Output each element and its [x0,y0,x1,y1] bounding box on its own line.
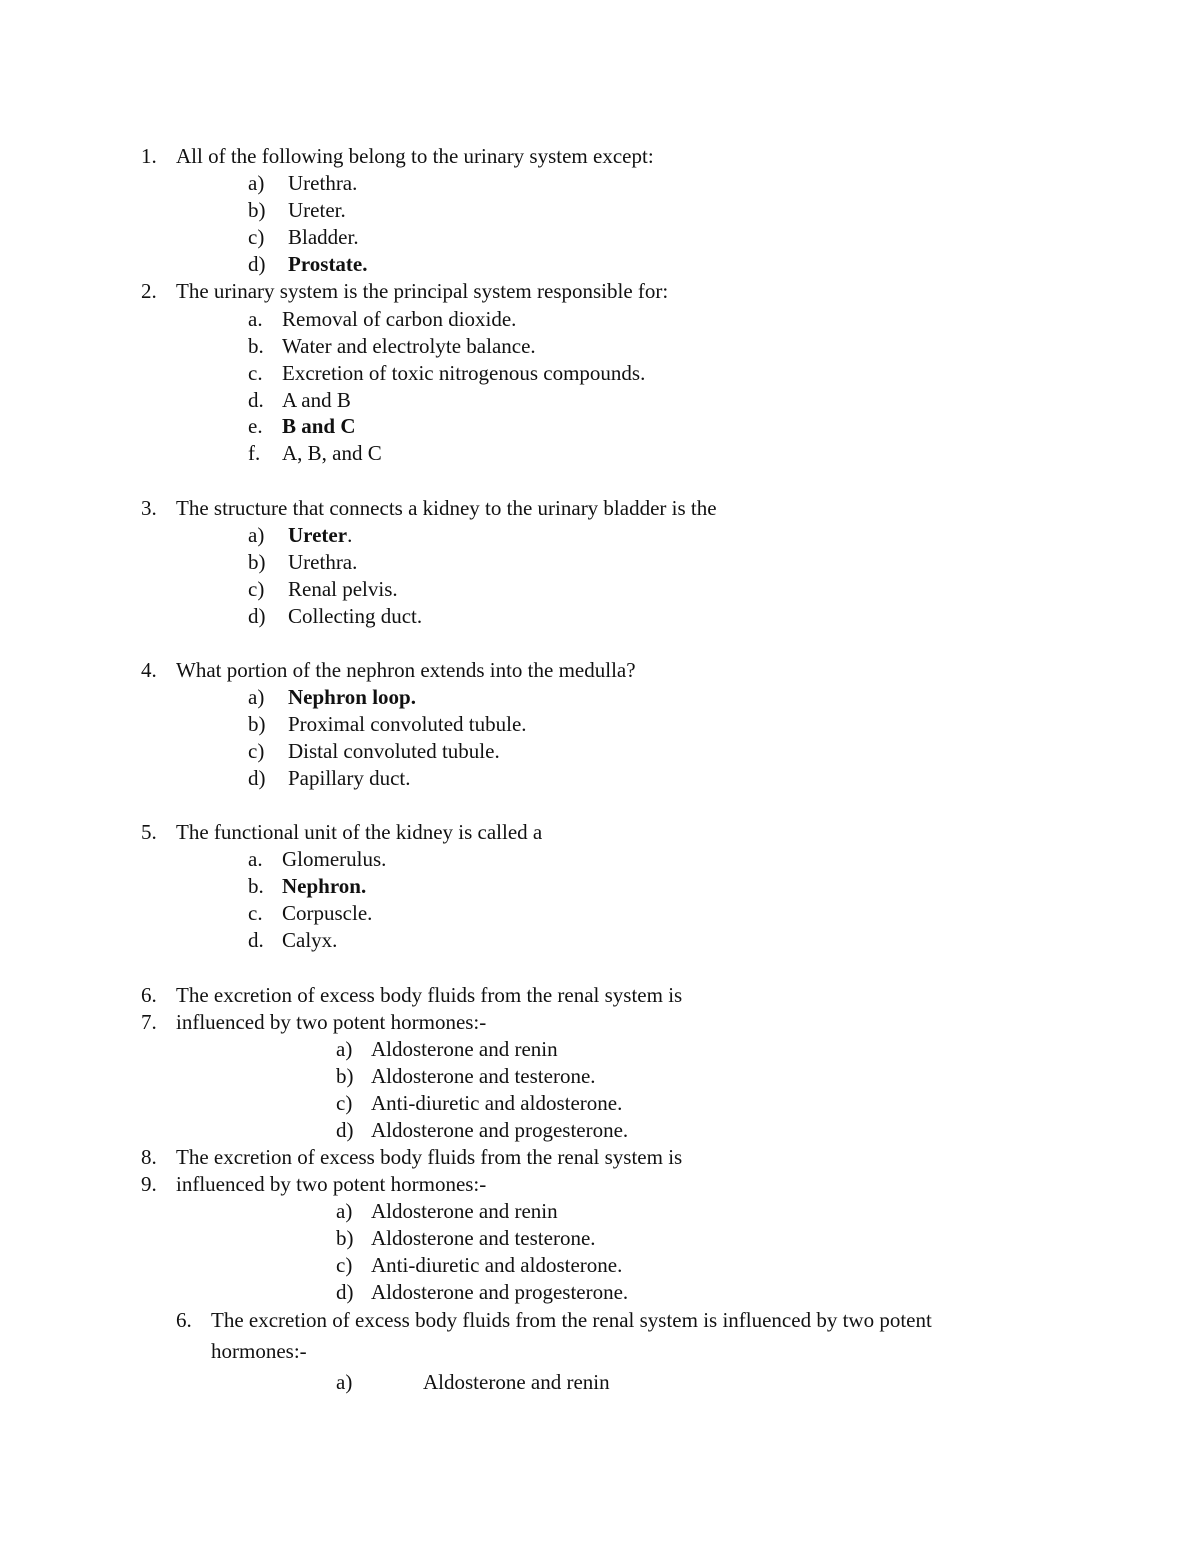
question-text: influenced by two potent hormones:- [176,1172,487,1196]
option-text: Aldosterone and testerone. [371,1226,596,1250]
option-letter: a. [248,847,263,871]
option-text: A and B [282,388,351,412]
question-text: The excretion of excess body fluids from the renal system is [176,983,683,1007]
option-text: Calyx. [282,928,338,952]
question-text: The structure that connects a kidney to the urinary bladder is the [176,496,717,520]
option-text: Bladder. [288,225,359,249]
question-text: influenced by two potent hormones:- [176,1010,487,1034]
question-number: 1. [141,144,157,168]
option-letter: d) [336,1118,354,1142]
option-text: Glomerulus. [282,847,387,871]
option-text: Aldosterone and renin [423,1370,610,1394]
question-number: 8. [141,1145,157,1169]
question-text: What portion of the nephron extends into the medulla? [176,658,636,682]
option-letter: c. [248,901,263,925]
option-letter: a) [248,685,265,709]
option-text: Papillary duct. [288,766,411,790]
option-text: Ureter. [288,198,346,222]
option-letter: c) [336,1253,353,1277]
option-letter: f. [248,441,261,465]
option-letter: a) [248,523,265,547]
option-letter: c) [248,739,265,763]
question-text: The excretion of excess body fluids from the renal system is influenced by two potent [211,1308,932,1332]
option-text-correct: Prostate. [288,252,368,276]
option-letter: d. [248,928,264,952]
question-number: 4. [141,658,157,682]
question-number: 6. [141,983,157,1007]
option-letter: d. [248,388,264,412]
option-text-correct: Nephron. [282,874,367,898]
option-letter: a) [336,1370,353,1394]
question-text: All of the following belong to the urinary system except: [176,144,654,168]
option-letter: b. [248,334,264,358]
option-text: Aldosterone and renin [371,1037,558,1061]
question-number: 5. [141,820,157,844]
question-text: The functional unit of the kidney is called a [176,820,543,844]
option-letter: a) [336,1199,353,1223]
option-text: Urethra. [288,550,358,574]
option-letter: b) [248,712,266,736]
option-text: Corpuscle. [282,901,373,925]
option-letter: d) [248,604,266,628]
option-text: Aldosterone and testerone. [371,1064,596,1088]
option-text-correct: Ureter [288,523,348,547]
option-letter: c) [248,225,265,249]
question-number: 3. [141,496,157,520]
option-text: Anti-diuretic and aldosterone. [371,1253,623,1277]
option-letter: a. [248,307,263,331]
option-letter: d) [248,252,266,276]
option-letter: d) [248,766,266,790]
option-text-correct: B and C [282,414,356,438]
option-text: Aldosterone and progesterone. [371,1280,629,1304]
option-text: Urethra. [288,171,358,195]
option-text: Removal of carbon dioxide. [282,307,517,331]
option-text: Aldosterone and renin [371,1199,558,1223]
option-letter: a) [248,171,265,195]
question-number: 9. [141,1172,157,1196]
option-text: A, B, and C [282,441,382,465]
option-text: Water and electrolyte balance. [282,334,536,358]
option-letter: b. [248,874,264,898]
option-letter: d) [336,1280,354,1304]
option-letter: b) [336,1064,354,1088]
option-letter: c) [336,1091,353,1115]
option-letter: c) [248,577,265,601]
question-number: 2. [141,279,157,303]
option-text: Renal pelvis. [288,577,398,601]
option-suffix: . [347,523,353,547]
option-letter: c. [248,361,263,385]
option-letter: b) [336,1226,354,1250]
question-number: 6. [176,1308,192,1332]
question-text: The excretion of excess body fluids from the renal system is [176,1145,683,1169]
option-letter: b) [248,198,266,222]
option-text: Excretion of toxic nitrogenous compounds. [282,361,646,385]
question-number: 7. [141,1010,157,1034]
question-text: hormones:- [211,1339,307,1363]
option-text-correct: Nephron loop. [288,685,416,709]
option-text: Collecting duct. [288,604,423,628]
option-text: Anti-diuretic and aldosterone. [371,1091,623,1115]
option-letter: b) [248,550,266,574]
option-text-wrap [288,522,352,549]
question-text: The urinary system is the principal system responsible for: [176,279,669,303]
option-text: Aldosterone and progesterone. [371,1118,629,1142]
option-letter: e. [248,414,263,438]
option-text: Distal convoluted tubule. [288,739,500,763]
option-text: Proximal convoluted tubule. [288,712,527,736]
option-letter: a) [336,1037,353,1061]
